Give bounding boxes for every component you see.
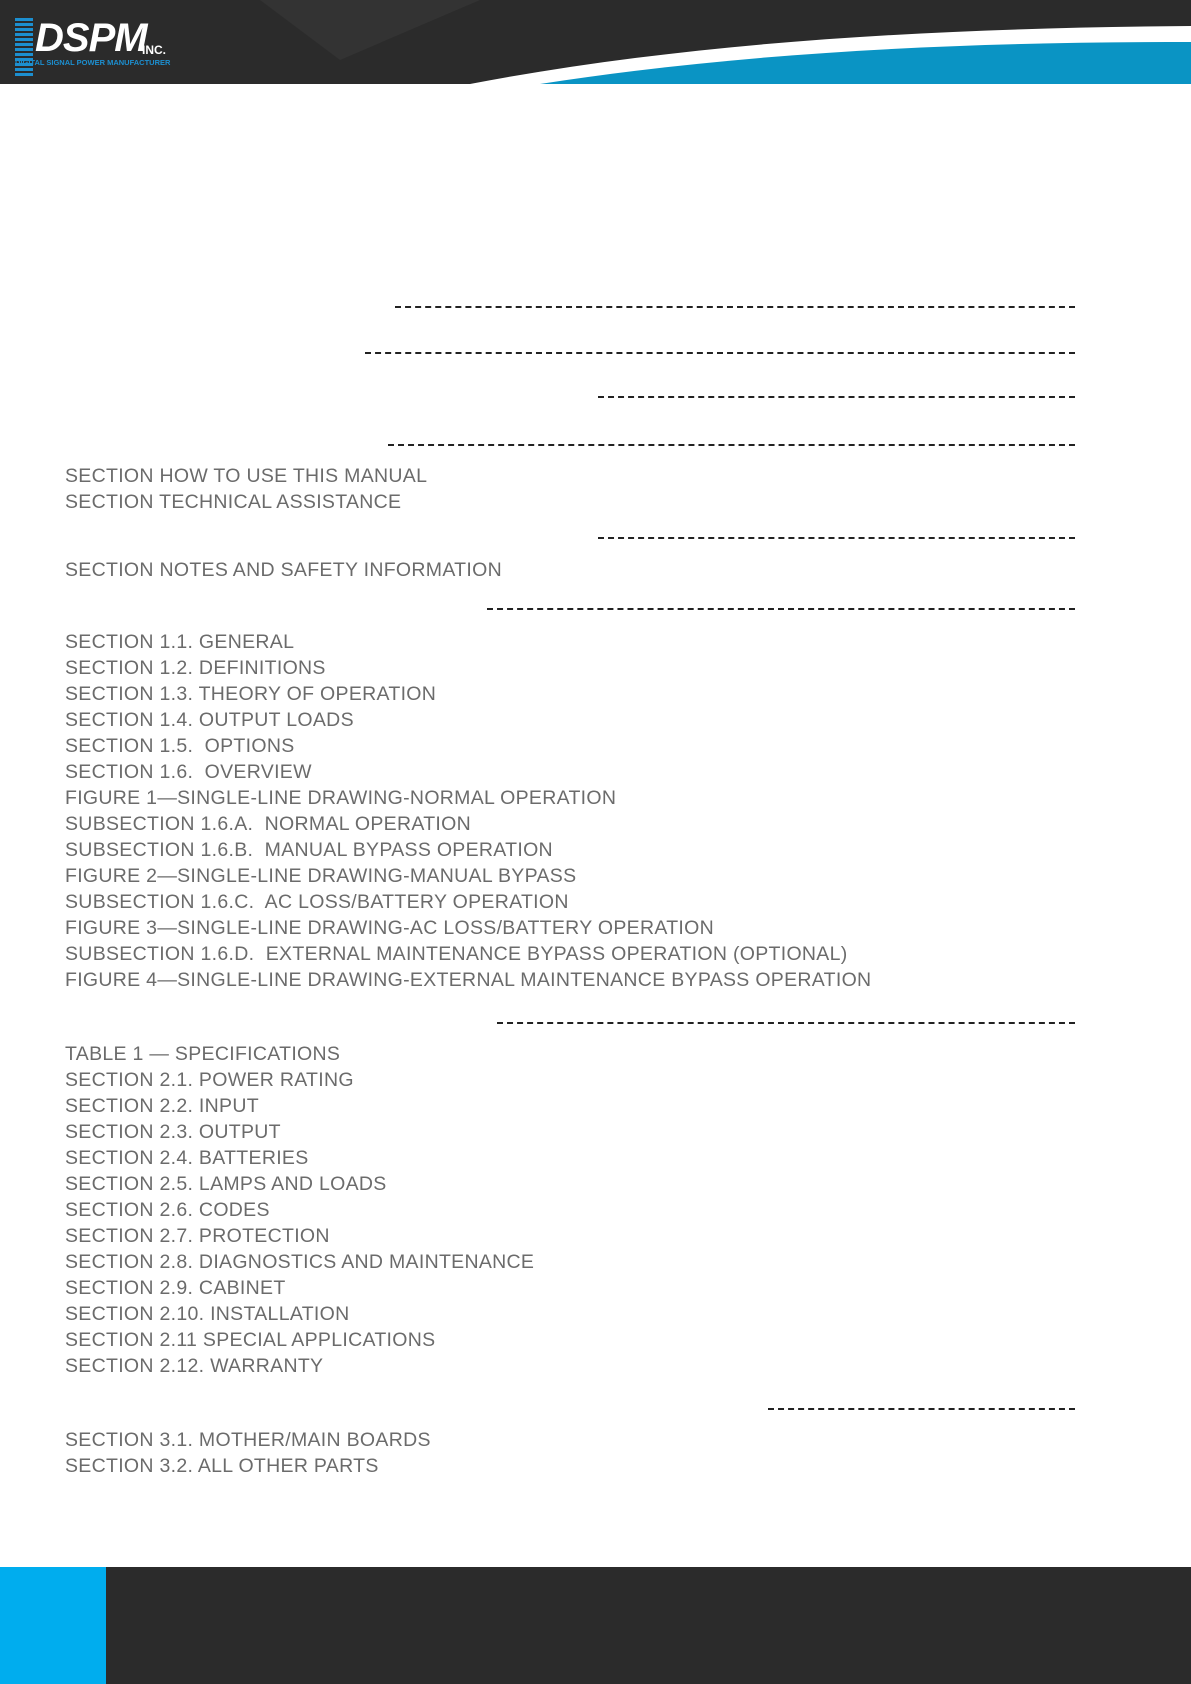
toc-entry[interactable]: SUBSECTION 1.6.D. EXTERNAL MAINTENANCE BYPASS OPERATION (OPTIONAL)	[65, 943, 848, 965]
toc-leader-line	[598, 396, 1075, 398]
toc-entry[interactable]: SECTION 1.3. THEORY OF OPERATION	[65, 683, 437, 705]
toc-entry[interactable]: SECTION 2.7. PROTECTION	[65, 1225, 330, 1247]
toc-entry[interactable]: SECTION 2.2. INPUT	[65, 1095, 259, 1117]
company-logo-suffix: INC.	[142, 43, 166, 57]
toc-entry[interactable]: FIGURE 3—SINGLE-LINE DRAWING-AC LOSS/BATTERY OPERATION	[65, 917, 714, 939]
company-tagline: DIGITAL SIGNAL POWER MANUFACTURER	[15, 58, 171, 67]
toc-entry[interactable]: SECTION 2.5. LAMPS AND LOADS	[65, 1173, 387, 1195]
toc-entry[interactable]: FIGURE 2—SINGLE-LINE DRAWING-MANUAL BYPASS	[65, 865, 577, 887]
toc-entry[interactable]: SECTION 2.9. CABINET	[65, 1277, 286, 1299]
toc-leader-line	[497, 1022, 1075, 1024]
toc-entry[interactable]: SECTION 1.5. OPTIONS	[65, 735, 295, 757]
page-footer-bar	[0, 1567, 1191, 1684]
toc-entry[interactable]: SECTION 1.1. GENERAL	[65, 631, 295, 653]
toc-entry[interactable]: SUBSECTION 1.6.A. NORMAL OPERATION	[65, 813, 471, 835]
toc-entry[interactable]: FIGURE 1—SINGLE-LINE DRAWING-NORMAL OPERATION	[65, 787, 617, 809]
toc-entry[interactable]: SECTION 2.3. OUTPUT	[65, 1121, 281, 1143]
toc-entry[interactable]: SECTION TECHNICAL ASSISTANCE	[65, 491, 402, 513]
toc-entry[interactable]: SECTION 3.2. ALL OTHER PARTS	[65, 1455, 379, 1477]
toc-entry[interactable]: SECTION 2.1. POWER RATING	[65, 1069, 354, 1091]
toc-entry[interactable]: TABLE 1 — SPECIFICATIONS	[65, 1043, 341, 1065]
company-logo: DSPM	[35, 16, 147, 60]
toc-leader-line	[768, 1408, 1075, 1410]
toc-entry[interactable]: SECTION 2.10. INSTALLATION	[65, 1303, 350, 1325]
toc-leader-line	[487, 608, 1075, 610]
toc-entry[interactable]: SECTION 2.6. CODES	[65, 1199, 270, 1221]
toc-leader-line	[365, 352, 1075, 354]
toc-entry[interactable]: SECTION 2.11 SPECIAL APPLICATIONS	[65, 1329, 436, 1351]
toc-entry[interactable]: SECTION 2.12. WARRANTY	[65, 1355, 324, 1377]
toc-entry[interactable]: SUBSECTION 1.6.B. MANUAL BYPASS OPERATION	[65, 839, 553, 861]
toc-entry[interactable]: FIGURE 4—SINGLE-LINE DRAWING-EXTERNAL MAINTENANCE BYPASS OPERATION	[65, 969, 872, 991]
toc-entry[interactable]: SECTION 2.8. DIAGNOSTICS AND MAINTENANCE	[65, 1251, 535, 1273]
toc-entry[interactable]: SECTION 1.6. OVERVIEW	[65, 761, 312, 783]
toc-leader-line	[388, 444, 1075, 446]
toc-entry[interactable]: SECTION 1.4. OUTPUT LOADS	[65, 709, 354, 731]
toc-entry[interactable]: SUBSECTION 1.6.C. AC LOSS/BATTERY OPERATION	[65, 891, 569, 913]
toc-entry[interactable]: SECTION NOTES AND SAFETY INFORMATION	[65, 559, 502, 581]
toc-entry[interactable]: SECTION HOW TO USE THIS MANUAL	[65, 465, 428, 487]
toc-entry[interactable]: SECTION 2.4. BATTERIES	[65, 1147, 309, 1169]
toc-entry[interactable]: SECTION 1.2. DEFINITIONS	[65, 657, 326, 679]
page-footer-accent	[0, 1567, 106, 1684]
toc-leader-line	[395, 306, 1075, 308]
toc-leader-line	[598, 537, 1075, 539]
toc-entry[interactable]: SECTION 3.1. MOTHER/MAIN BOARDS	[65, 1429, 431, 1451]
